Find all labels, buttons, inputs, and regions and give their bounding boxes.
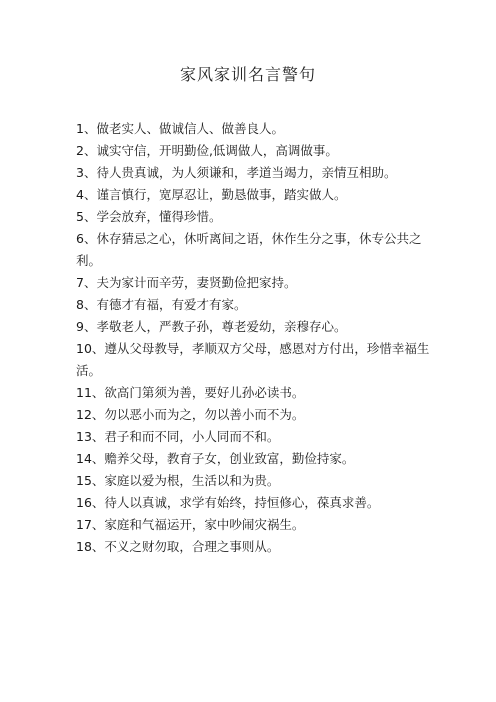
list-item: 5、学会放弃，懂得珍惜。 (76, 209, 222, 224)
list-item: 7、夫为家计而辛劳，妻贤勤俭把家持。 (76, 275, 297, 290)
list-item: 6、休存猜忌之心，休听离间之语，休作生分之事，休专公共之利。 (76, 231, 422, 268)
list-item: 13、君子和而不同，小人同而不和。 (76, 429, 280, 444)
list-item: 16、待人以真诚，求学有始终，持恒修心，葆真求善。 (76, 495, 380, 510)
list-item: 8、有德才有福，有爱才有家。 (76, 297, 247, 312)
list-item: 17、家庭和气福运开，家中吵闹灾祸生。 (76, 517, 305, 532)
list-item: 2、诚实守信，开明勤俭,低调做人，高调做事。 (76, 143, 338, 158)
list-item: 9、孝敬老人，严教子孙，尊老爱幼，亲穆存心。 (76, 319, 347, 334)
list-item: 15、家庭以爱为根，生活以和为贵。 (76, 473, 280, 488)
list-item: 3、待人贵真诚，为人须谦和，孝道当竭力，亲情互相助。 (76, 165, 397, 180)
page-title: 家风家训名言警句 (179, 65, 316, 84)
list-item: 1、做老实人、做诚信人、做善良人。 (76, 121, 284, 136)
list-item: 14、赡养父母，教育子女，创业致富，勤俭持家。 (76, 451, 355, 466)
list-item: 11、欲高门第须为善，要好儿孙必读书。 (76, 385, 305, 400)
list-item: 10、遵从父母教导，孝顺双方父母，感恩对方付出，珍惜幸福生活。 (76, 341, 430, 378)
list-item: 18、不义之财勿取，合理之事则从。 (76, 539, 280, 554)
list-item: 4、谨言慎行，宽厚忍让，勤恳做事，踏实做人。 (76, 187, 347, 202)
motto-list (76, 118, 430, 558)
list-item: 12、勿以恶小而为之，勿以善小而不为。 (76, 407, 305, 422)
